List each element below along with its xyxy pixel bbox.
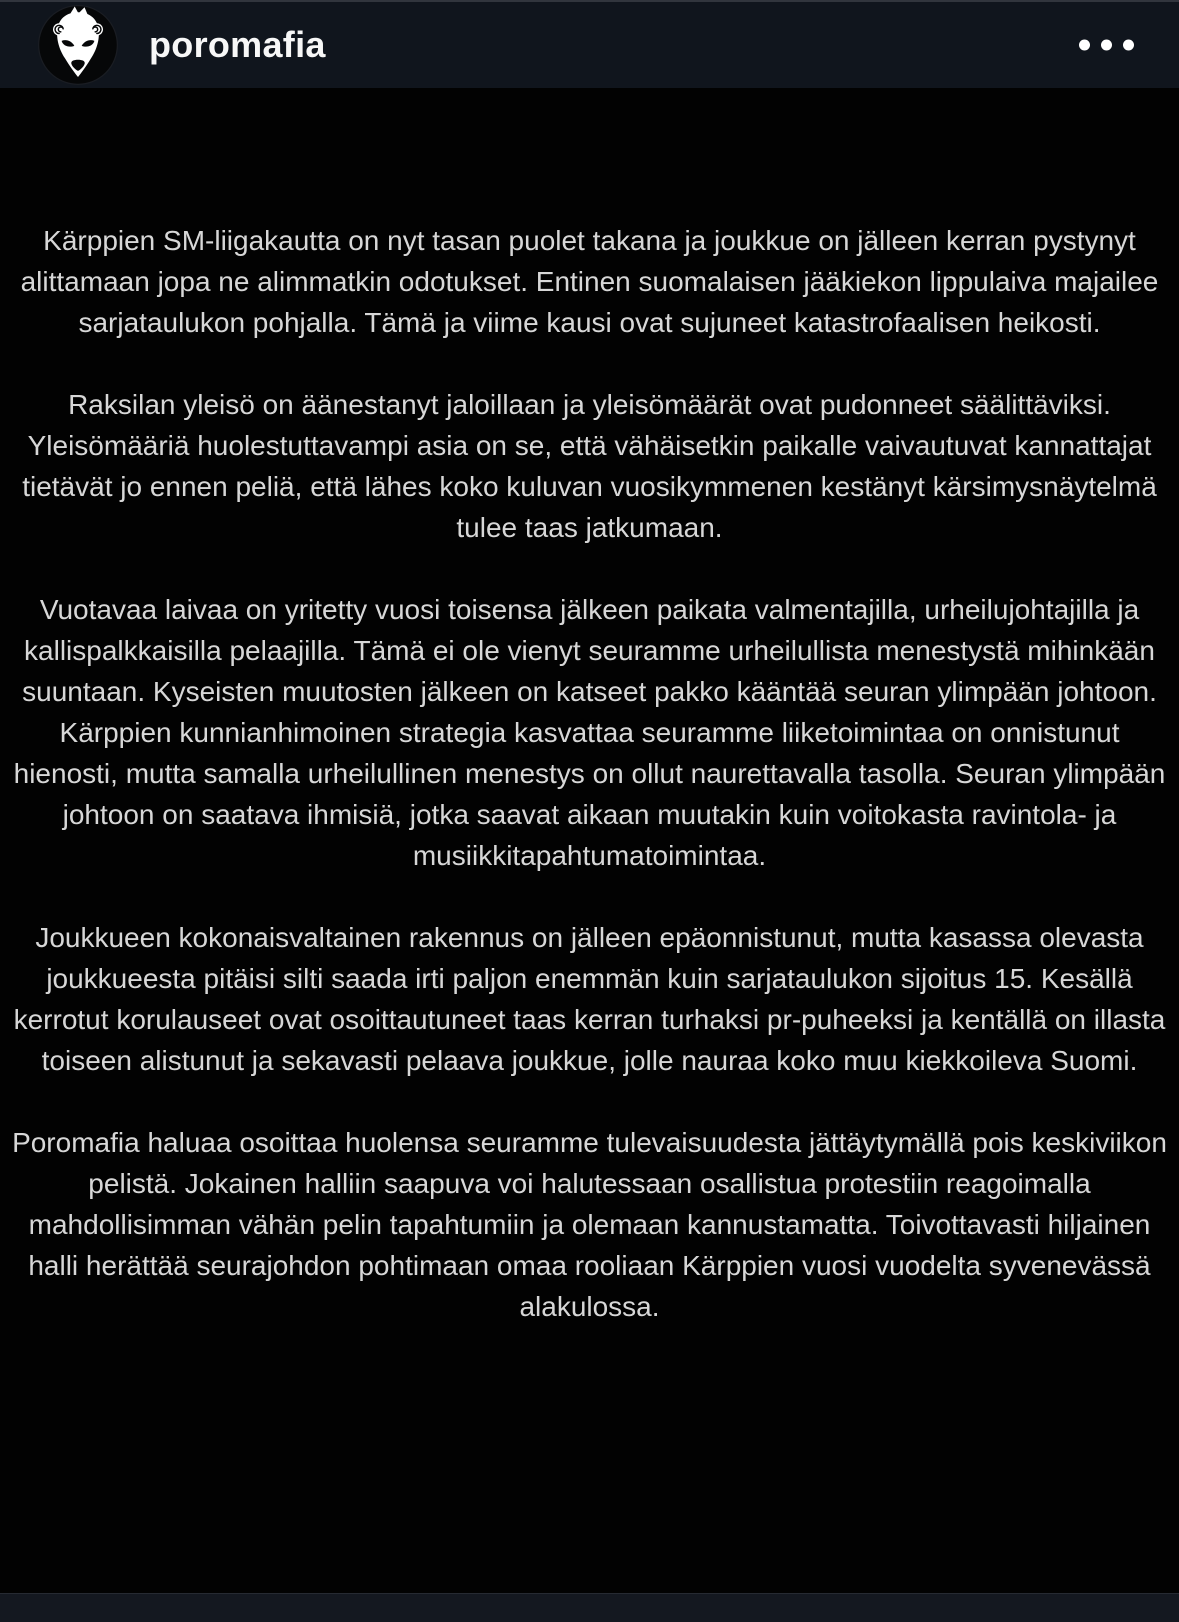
post-paragraph: Raksilan yleisö on äänestanyt jaloillaan ja yleisömäärät ovat pudonneet säälittäviksi. Yleisömääriä huolestuttavampi asia on se, että vähäisetkin paikalle vaivautuvat kannattajat tietävät jo ennen peliä, että lähes koko kuluvan vuosikymmenen kestänyt kärsimysnäytelmä tulee taas jatkumaan.: [22, 389, 1157, 544]
post-header: [0, 0, 1179, 88]
post-paragraph: Joukkueen kokonaisvaltainen rakennus on jälleen epäonnistunut, mutta kasassa olevasta joukkueesta pitäisi silti saada irti paljon enemmän kuin sarjataulukon sijoitus 15. Kesällä kerrotut korulauseet ovat osoittautuneet taas kerran turhaksi pr-puheeksi ja kentällä on illasta toiseen alistunut ja sekavasti pelaava joukkue, jolle nauraa koko muu kiekkoileva Suomi.: [13, 922, 1166, 1077]
more-options-button[interactable]: [1071, 32, 1142, 59]
post-paragraph: Kärppien SM-liigakautta on nyt tasan puolet takana ja joukkue on jälleen kerran pystynyt alittamaan jopa ne alimmatkin odotukset. Entinen suomalaisen jääkiekon lippulaiva majailee sarjataulukon pohjalla. Tämä ja viime kausi ovat sujuneet katastrofaalisen heikosti.: [20, 225, 1159, 339]
username-label[interactable]: poromafia: [149, 24, 326, 65]
post-paragraph: Poromafia haluaa osoittaa huolensa seuramme tulevaisuudesta jättäytymällä pois keskiviikon pelistä. Jokainen halliin saapuva voi halutessaan osallistua protestiin reagoimalla mahdollisimman vähän pelin tapahtumiin ja olemaan kannustamatta. Toivottavasti hiljainen halli herättää seurajohdon pohtimaan omaa rooliaan Kärppien vuosi vuodelta syvenevässä alakulossa.: [12, 1127, 1167, 1323]
poromafia-avatar[interactable]: [37, 4, 119, 86]
bottom-bar: [0, 1593, 1179, 1622]
post-paragraph: Vuotavaa laivaa on yritetty vuosi toisensa jälkeen paikata valmentajilla, urheilujohtajilla ja kallispalkkaisilla pelaajilla. Tämä ei ole vienyt seuramme urheilullista menestystä mihinkään suuntaan. Kyseisten muutosten jälkeen on katseet pakko kääntää seuran ylimpään johtoon. Kärppien kunnianhimoinen strategia kasvattaa seuramme liiketoimintaa on onnistunut hienosti, mutta samalla urheilullinen menestys on ollut naurettavalla tasolla. Seuran ylimpään johtoon on saatava ihmisiä, jotka saavat aikaan muutakin kuin voitokasta ravintola- ja musiikkitapahtumatoimintaa.: [13, 594, 1166, 872]
post-body: [0, 88, 1179, 1593]
three-dots-icon: [1079, 40, 1134, 51]
